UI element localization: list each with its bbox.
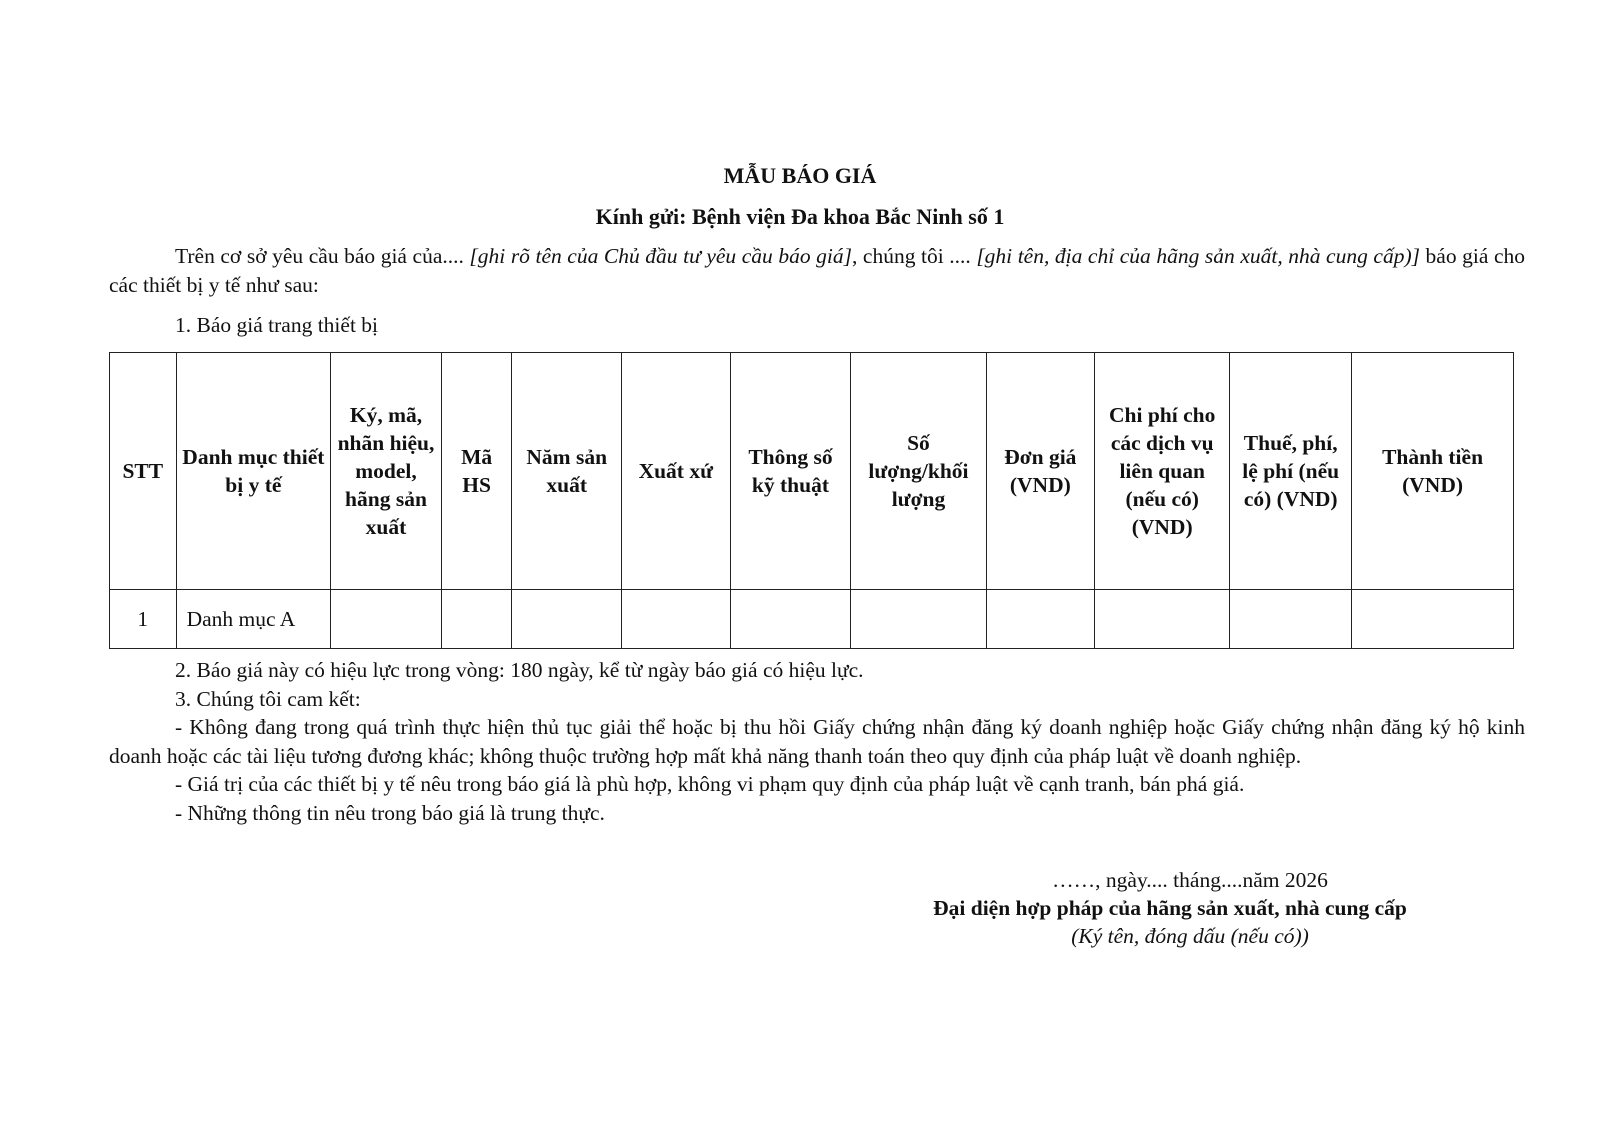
commitment-item-1: - Không đang trong quá trình thực hiện thủ tục giải thể hoặc bị thu hồi Giấy chứng nhận đăng ký doanh nghiệp hoặc Giấy chứng nhận đăng ký hộ kinh doanh hoặc các tài liệu tương đương khác; không thuộc trường hợp mất khả năng thanh toán theo quy định của pháp luật về doanh nghiệp. (109, 715, 1525, 768)
cell-category: Danh mục A (176, 590, 331, 649)
intro-text-1: Trên cơ sở yêu cầu báo giá của.... (175, 244, 464, 268)
cell-total (1352, 590, 1514, 649)
header-unit-price: Đơn giá (VND) (986, 353, 1095, 590)
intro-paragraph (109, 242, 1525, 300)
header-stt: STT (110, 353, 177, 590)
section-2-validity: 2. Báo giá này có hiệu lực trong vòng: 180 ngày, kể từ ngày báo giá có hiệu lực. (175, 658, 864, 682)
cell-tax (1230, 590, 1352, 649)
header-total: Thành tiền (VND) (1352, 353, 1514, 590)
header-year: Năm sản xuất (512, 353, 622, 590)
commitment-item-2: - Giá trị của các thiết bị y tế nêu trong báo giá là phù hợp, không vi phạm quy định của pháp luật về cạnh tranh, bán phá giá. (175, 772, 1245, 796)
section-3-heading: 3. Chúng tôi cam kết: (175, 686, 361, 711)
signature-representative: Đại diện hợp pháp của hãng sản xuất, nhà cung cấp (933, 896, 1407, 920)
cell-quantity (851, 590, 986, 649)
signature-date: ……, ngày.... tháng....năm 2026 (1052, 868, 1328, 892)
cell-year (512, 590, 622, 649)
quote-table (109, 352, 1514, 649)
cell-stt: 1 (110, 590, 177, 649)
cell-origin (622, 590, 731, 649)
cell-service-cost (1095, 590, 1230, 649)
intro-placeholder-supplier: [ghi tên, địa chỉ của hãng sản xuất, nhà cung cấp)] (970, 244, 1420, 268)
header-service-cost: Chi phí cho các dịch vụ liên quan (nếu có) (VND) (1095, 353, 1230, 590)
signature-note: (Ký tên, đóng dấu (nếu có)) (1071, 924, 1309, 948)
recipient-line: Kính gửi: Bệnh viện Đa khoa Bắc Ninh số 1 (595, 204, 1005, 229)
header-model: Ký, mã, nhãn hiệu, model, hãng sản xuất (331, 353, 442, 590)
cell-hs-code (441, 590, 512, 649)
header-quantity: Số lượng/khối lượng (851, 353, 986, 590)
intro-text-2: , chúng tôi .... (851, 244, 971, 268)
cell-model (331, 590, 442, 649)
commitment-item-3: - Những thông tin nêu trong báo giá là trung thực. (175, 800, 605, 825)
signature-block (840, 866, 1500, 950)
terms-block (109, 656, 1525, 827)
header-tax: Thuế, phí, lệ phí (nếu có) (VND) (1230, 353, 1352, 590)
header-hs-code: Mã HS (441, 353, 512, 590)
cell-unit-price (986, 590, 1095, 649)
table-header-row (110, 353, 1514, 590)
section-1-heading: 1. Báo giá trang thiết bị (175, 313, 379, 337)
intro-text-3: báo giá cho các thiết bị y tế như sau: (109, 244, 1525, 297)
intro-placeholder-investor: [ghi rõ tên của Chủ đầu tư yêu cầu báo giá] (463, 244, 852, 268)
header-category: Danh mục thiết bị y tế (176, 353, 331, 590)
cell-specs (730, 590, 851, 649)
table-row (110, 590, 1514, 649)
header-specs: Thông số kỹ thuật (730, 353, 851, 590)
header-origin: Xuất xứ (622, 353, 731, 590)
document-title: MẪU BÁO GIÁ (723, 163, 877, 188)
